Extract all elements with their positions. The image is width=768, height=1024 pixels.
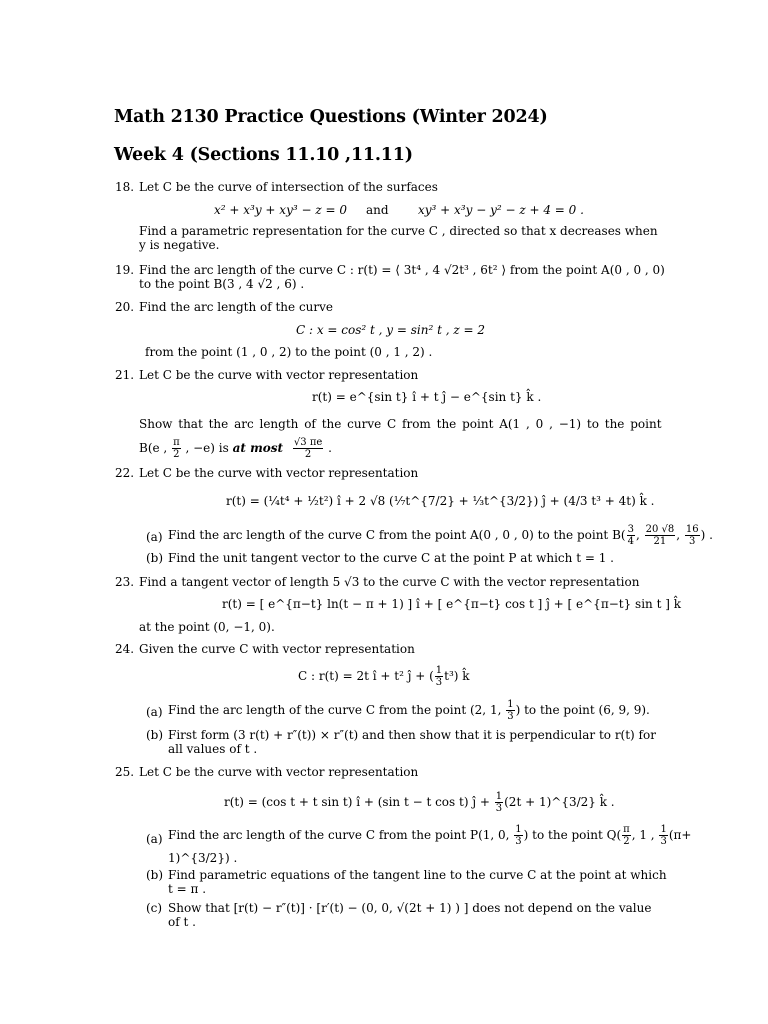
question-text: Find the arc length of the curve (139, 300, 334, 314)
denominator: 21 (653, 536, 667, 547)
question-number: 25. (115, 765, 135, 779)
text-fragment: (2t + 1)^{3/2} k̂ . (504, 795, 615, 809)
text-fragment: Find the arc length of the curve C from the point P(1, 0, (168, 828, 510, 842)
text-fragment: C : r(t) = 2t î + t² ĵ + ( (298, 669, 434, 683)
question-text: Let C be the curve of intersection of the surfaces (139, 180, 438, 194)
question-text: Let C be the curve with vector representation (139, 368, 419, 382)
question-text: Find the arc length of the curve C : r(t) = ⟨ 3t⁴ , 4 √2t³ , 6t² ⟩ from the point A(0 , 0 , 0) (139, 263, 665, 277)
question-text-line (139, 437, 332, 460)
numerator: 1 (435, 665, 443, 676)
question-text: all values of t . (168, 742, 258, 756)
denominator: 2 (304, 449, 312, 460)
question-number: 24. (115, 642, 135, 656)
part-label: (b) (146, 551, 164, 565)
question-text: of t . (168, 915, 196, 929)
question-text: Let C be the curve with vector representation (139, 765, 419, 779)
fraction (495, 791, 503, 814)
question-text: to the point B(3 , 4 √2 , 6) . (139, 277, 305, 291)
question-text: t = π . (168, 882, 207, 896)
fraction (293, 437, 323, 460)
denominator: 3 (507, 711, 514, 722)
numerator: 16 (685, 524, 699, 535)
denominator: 2 (623, 836, 630, 847)
question-text: Find parametric equations of the tangent line to the curve C at the point at which (168, 868, 667, 882)
text-fragment: ) . (700, 528, 713, 542)
fraction (685, 524, 700, 547)
fraction (172, 437, 181, 460)
text-fragment: , 1 , (631, 828, 655, 842)
question-text-line (168, 699, 650, 722)
page-title: Math 2130 Practice Questions (Winter 2024) (114, 107, 548, 127)
question-number: 18. (115, 180, 135, 194)
equation: r(t) = e^{sin t} î + t ĵ − e^{sin t} k̂ . (312, 390, 542, 404)
question-text-line: Find the arc length of the curve C from the point A(0 , 0 , 0) to the point B( $\frac{3}{4}$ , $\frac{20 √8}{21}$ , $\frac{16}{3}$ ) . (168, 524, 713, 547)
equation: r(t) = [ e^{π−t} ln(t − π + 1) ] î + [ e^{π−t} cos t ] ĵ + [ e^{π−t} sin t ] k̂ (222, 597, 681, 611)
text-fragment: , −e) is (185, 441, 229, 455)
question-text: Given the curve C with vector representation (139, 642, 415, 656)
question-text-line (168, 824, 691, 847)
question-number: 20. (115, 300, 135, 314)
equation-line (298, 665, 470, 688)
question-text: from the point (1 , 0 , 2) to the point (0 , 1 , 2) . (145, 345, 433, 359)
fraction (645, 524, 676, 547)
numerator: 1 (660, 824, 667, 835)
text-fragment: ) to the point (6, 9, 9). (515, 703, 650, 717)
question-number: 22. (115, 466, 135, 480)
numerator: 1 (507, 699, 514, 710)
fraction (659, 824, 667, 847)
text-fragment: Find the arc length of the curve C from the point A(0 , 0 , 0) to the point B( (168, 528, 626, 542)
question-text: Show that the arc length of the curve C from the point A(1 , 0 , −1) to the point (139, 417, 662, 431)
text-fragment: (π+ (668, 828, 692, 842)
denominator: 4 (627, 536, 634, 547)
question-text: Find a parametric representation for the curve C , directed so that x decreases when (139, 224, 658, 238)
part-label: (b) (146, 868, 164, 882)
equation-surface-2: xy³ + x³y − y² − z + 4 = 0 . (418, 203, 584, 217)
numerator: 3 (627, 524, 634, 535)
question-text: at the point (0, −1, 0). (139, 620, 275, 634)
question-text: 1)^{3/2}) . (168, 851, 238, 865)
question-text: First form (3 r(t) + r″(t)) × r″(t) and then show that it is perpendicular to r(t) for (168, 728, 656, 742)
part-label: (a) (146, 832, 163, 846)
denominator: 2 (173, 449, 180, 460)
question-number: 23. (115, 575, 135, 589)
numerator: π (623, 824, 630, 835)
denominator: 3 (660, 836, 667, 847)
fraction (627, 524, 635, 547)
part-label: (c) (146, 901, 163, 915)
numerator: 1 (515, 824, 522, 835)
question-text: Let C be the curve with vector representation (139, 466, 419, 480)
numerator: 20 √8 (645, 524, 675, 535)
equation-surface-1: x² + x³y + xy³ − z = 0 (214, 203, 347, 217)
denominator: 3 (495, 803, 503, 814)
question-number: 21. (115, 368, 135, 382)
numerator: 1 (495, 791, 503, 802)
question-text: Find the unit tangent vector to the curve C at the point P at which t = 1 . (168, 551, 614, 565)
text-fragment: t³) k̂ (444, 669, 470, 683)
equation: r(t) = (¼t⁴ + ½t²) î + 2 √8 (⅐t^{7/2} + ⅓t^{3/2}) ĵ + (4/3 t³ + 4t) k̂ . (226, 494, 655, 508)
denominator: 3 (515, 836, 522, 847)
part-label: (a) (146, 705, 163, 719)
part-label: (a) (146, 530, 163, 544)
question-text: Find a tangent vector of length 5 √3 to the curve C with the vector representation (139, 575, 640, 589)
numerator: √3 πe (293, 437, 323, 448)
fraction (435, 665, 443, 688)
equation-connector: and (366, 203, 389, 217)
text-fragment: ) to the point Q( (523, 828, 622, 842)
question-text: y is negative. (139, 238, 220, 252)
fraction (622, 824, 631, 847)
text-fragment: . (328, 441, 332, 455)
week-heading: Week 4 (Sections 11.10 ,11.11) (114, 145, 413, 165)
question-text: Show that [r(t) − r″(t)] · [r′(t) − (0, 0, √(2t + 1) ) ] does not depend on the value (168, 901, 652, 915)
fraction (514, 824, 522, 847)
text-fragment: Find the arc length of the curve C from the point (2, 1, (168, 703, 502, 717)
denominator: 3 (435, 677, 443, 688)
equation: C : x = cos² t , y = sin² t , z = 2 (296, 323, 486, 337)
denominator: 3 (689, 536, 696, 547)
fraction (506, 699, 514, 722)
part-label: (b) (146, 728, 164, 742)
equation-line (224, 791, 615, 814)
text-fragment: B(e , (139, 441, 168, 455)
text-fragment: r(t) = (cos t + t sin t) î + (sin t − t cos t) ĵ + (224, 795, 490, 809)
question-number: 19. (115, 263, 135, 277)
emphasis-text: at most (232, 441, 284, 455)
numerator: π (173, 437, 180, 448)
